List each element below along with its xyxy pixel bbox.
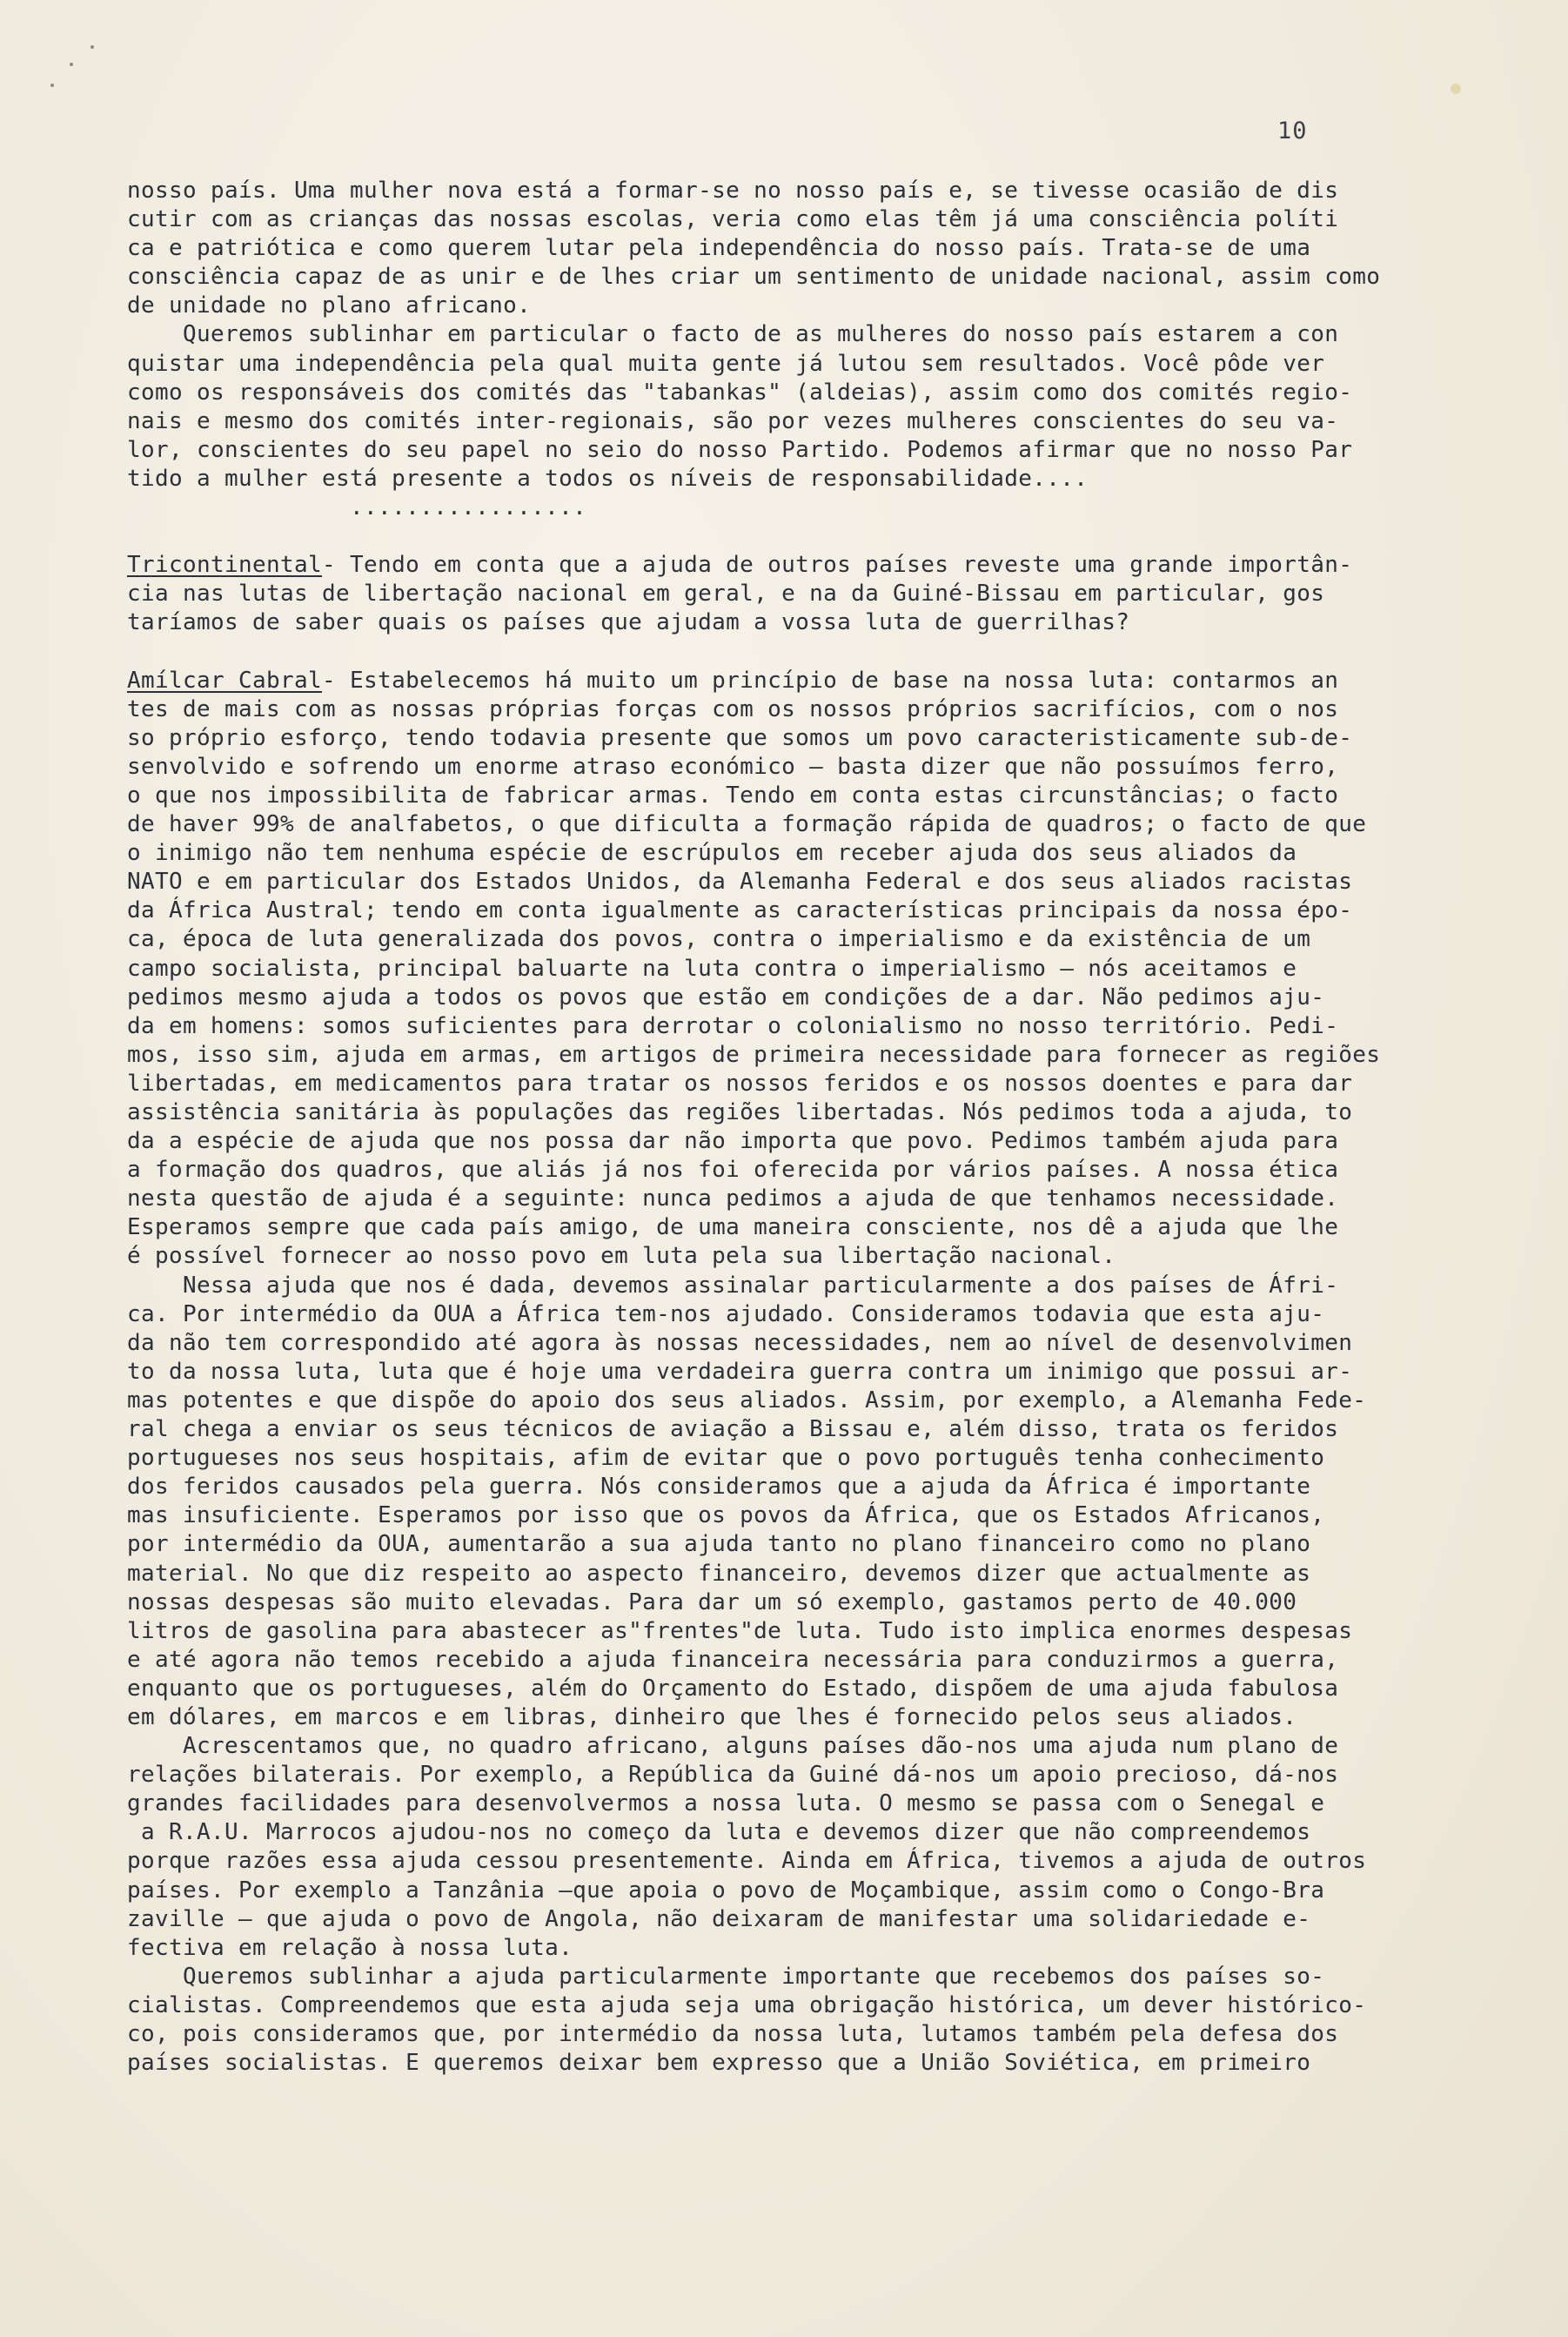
answer-line: a formação dos quadros, que aliás já nos foi oferecida por vários países. A nossa ética — [127, 1157, 1339, 1184]
answer-line: ca, época de luta generalizada dos povos, contra o imperialismo e da existência de um — [127, 926, 1311, 953]
answer-line: Acrescentamos que, no quadro africano, alguns países dão-nos uma ajuda num plano de — [127, 1733, 1339, 1760]
answer-line: da em homens: somos suficientes para derrotar o colonialismo no nosso território. Pedi- — [127, 1012, 1339, 1039]
answer-line: litros de gasolina para abastecer as"frentes"de luta. Tudo isto implica enormes despesas — [127, 1617, 1353, 1644]
text-line: como os responsáveis dos comités das "tabankas" (aldeias), assim como dos comités regio- — [127, 379, 1353, 406]
answer-line: em dólares, em marcos e em libras, dinheiro que lhes é fornecido pelos seus aliados. — [127, 1703, 1297, 1730]
text-line: nais e mesmo dos comités inter-regionais, são por vezes mulheres conscientes do seu va- — [127, 407, 1339, 434]
answer-line: e até agora não temos recebido a ajuda financeira necessária para conduzirmos a guerra, — [127, 1646, 1339, 1673]
question-line: taríamos de saber quais os países que ajudam a vossa luta de guerrilhas? — [127, 609, 1130, 636]
answer-line: material. No que diz respeito ao aspecto financeiro, devemos dizer que actualmente as — [127, 1560, 1311, 1587]
answer-line: Amílcar Cabral- Estabelecemos há muito um princípio de base na nossa luta: contarmos an — [127, 667, 1339, 694]
answer-line: países socialistas. E queremos deixar bem expresso que a União Soviética, em primeiro — [127, 2050, 1311, 2077]
answer-line: da não tem correspondido até agora às nossas necessidades, nem ao nível de desenvolvimen — [127, 1329, 1353, 1356]
answer-line: o inimigo não tem nenhuma espécie de escrúpulos em receber ajuda dos seus aliados da — [127, 840, 1297, 867]
text-line: quistar uma independência pela qual muita gente já lutou sem resultados. Você pôde ver — [127, 350, 1325, 377]
text-line: ca e patriótica e como querem lutar pela independência do nosso país. Trata-se de uma — [127, 235, 1311, 262]
answer-line: ral chega a enviar os seus técnicos de aviação a Bissau e, além disso, trata os feridos — [127, 1416, 1339, 1443]
answer-line: da África Austral; tendo em conta igualmente as características principais da nossa épo- — [127, 897, 1353, 924]
separator-dots: ................. — [127, 494, 587, 521]
page-number: 10 — [1277, 118, 1308, 144]
answer-line: mas potentes e que dispõe do apoio dos seus aliados. Assim, por exemplo, a Alemanha Fede- — [127, 1387, 1367, 1414]
answer-line: nossas despesas são muito elevadas. Para dar um só exemplo, gastamos perto de 40.000 — [127, 1588, 1297, 1615]
text-line: nosso país. Uma mulher nova está a formar-se no nosso país e, se tivesse ocasião de dis — [127, 178, 1339, 204]
answer-line: mos, isso sim, ajuda em armas, em artigos de primeira necessidade para fornecer as regiões — [127, 1041, 1381, 1068]
answer-line: ca. Por intermédio da OUA a África tem-nos ajudado. Consideramos todavia que esta aju- — [127, 1300, 1325, 1327]
text-line: tido a mulher está presente a todos os níveis de responsabilidade.... — [127, 465, 1089, 492]
text-line: Queremos sublinhar em particular o facto de as mulheres do nosso país estarem a con — [127, 321, 1339, 348]
answer-line: da a espécie de ajuda que nos possa dar não importa que povo. Pedimos também ajuda para — [127, 1128, 1339, 1155]
answer-line: tes de mais com as nossas próprias forças com os nossos próprios sacrifícios, com o nos — [127, 695, 1339, 722]
text-line: lor, conscientes do seu papel no seio do nosso Partido. Podemos afirmar que no nosso Par — [127, 436, 1353, 463]
answer-line: to da nossa luta, luta que é hoje uma verdadeira guerra contra um inimigo que possui ar- — [127, 1358, 1353, 1385]
answer-line: países. Por exemplo a Tanzânia —que apoia o povo de Moçambique, assim como o Congo-Bra — [127, 1877, 1325, 1904]
blank-line — [127, 522, 1458, 551]
answer-line: nesta questão de ajuda é a seguinte: nunca pedimos a ajuda de que tenhamos necessidade. — [127, 1185, 1339, 1212]
paper-speck — [90, 45, 94, 49]
answer-line: porque razões essa ajuda cessou presentemente. Ainda em África, tivemos a ajuda de outros — [127, 1848, 1367, 1875]
blank-line — [127, 638, 1458, 667]
answer-line: campo socialista, principal baluarte na luta contra o imperialismo — nós aceitamos e — [127, 955, 1297, 982]
answer-line: enquanto que os portugueses, além do Orçamento do Estado, dispõem de uma ajuda fabulosa — [127, 1675, 1339, 1702]
answer-line: pedimos mesmo ajuda a todos os povos que estão em condições de a dar. Não pedimos aju- — [127, 984, 1325, 1011]
answer-line: mas insuficiente. Esperamos por isso que os povos da África, que os Estados Africanos, — [127, 1502, 1325, 1529]
answer-line: o que nos impossibilita de fabricar armas. Tendo em conta estas circunstâncias; o facto — [127, 782, 1339, 809]
answer-line: libertadas, em medicamentos para tratar os nossos feridos e os nossos doentes e para dar — [127, 1070, 1353, 1097]
answer-line: dos feridos causados pela guerra. Nós consideramos que a ajuda da África é importante — [127, 1474, 1311, 1501]
answer-line: Nessa ajuda que nos é dada, devemos assinalar particularmente a dos países de Áfri- — [127, 1272, 1339, 1299]
question-line: Tricontinental- Tendo em conta que a ajuda de outros países reveste uma grande importân- — [127, 552, 1353, 579]
answer-line: cialistas. Compreendemos que esta ajuda seja uma obrigação histórica, um dever histórico- — [127, 1991, 1367, 2018]
answer-line: por intermédio da OUA, aumentarão a sua ajuda tanto no plano financeiro como no plano — [127, 1531, 1311, 1558]
answer-line: fectiva em relação à nossa luta. — [127, 1934, 573, 1961]
paper-stain — [1451, 84, 1461, 94]
speaker-label: Tricontinental — [127, 552, 323, 579]
typed-text — [127, 177, 1458, 2078]
answer-line: relações bilaterais. Por exemplo, a República da Guiné dá-nos um apoio precioso, dá-nos — [127, 1762, 1339, 1789]
answer-line: grandes facilidades para desenvolvermos a nossa luta. O mesmo se passa com o Senegal e — [127, 1790, 1325, 1817]
text-line: de unidade no plano africano. — [127, 292, 532, 319]
answer-line: a R.A.U. Marrocos ajudou-nos no começo da luta e devemos dizer que não compreendemos — [127, 1819, 1311, 1846]
answer-line: é possível fornecer ao nosso povo em luta pela sua libertação nacional. — [127, 1243, 1116, 1270]
question-line: cia nas lutas de libertação nacional em geral, e na da Guiné-Bissau em particular, gos — [127, 581, 1325, 608]
answer-line: portugueses nos seus hospitais, afim de evitar que o povo português tenha conhecimento — [127, 1445, 1325, 1472]
answer-line: Esperamos sempre que cada país amigo, de uma maneira consciente, nos dê a ajuda que lhe — [127, 1214, 1339, 1241]
answer-line: de haver 99% de analfabetos, o que dificulta a formação rápida de quadros; o facto de que — [127, 811, 1367, 838]
answer-line: so próprio esforço, tendo todavia presente que somos um povo caracteristicamente sub-de- — [127, 724, 1353, 751]
answer-line: senvolvido e sofrendo um enorme atraso económico — basta dizer que não possuímos ferro, — [127, 753, 1339, 780]
answer-line: co, pois consideramos que, por intermédio da nossa luta, lutamos também pela defesa dos — [127, 2021, 1339, 2047]
paper-speck — [50, 84, 54, 87]
text-line: consciência capaz de as unir e de lhes criar um sentimento de unidade nacional, assim como — [127, 264, 1381, 291]
paper-speck — [70, 63, 73, 66]
answer-line: zaville — que ajuda o povo de Angola, não deixaram de manifestar uma solidariedade e- — [127, 1905, 1311, 1932]
text-line: cutir com as crianças das nossas escolas, veria como elas têm já uma consciência políti — [127, 206, 1339, 233]
answer-line: Queremos sublinhar a ajuda particularmente importante que recebemos dos países so- — [127, 1963, 1325, 1990]
speaker-label: Amílcar Cabral — [127, 667, 323, 694]
answer-line: assistência sanitária às populações das regiões libertadas. Nós pedimos toda a ajuda, to — [127, 1099, 1353, 1125]
answer-line: NATO e em particular dos Estados Unidos, da Alemanha Federal e dos seus aliados racistas — [127, 869, 1353, 896]
